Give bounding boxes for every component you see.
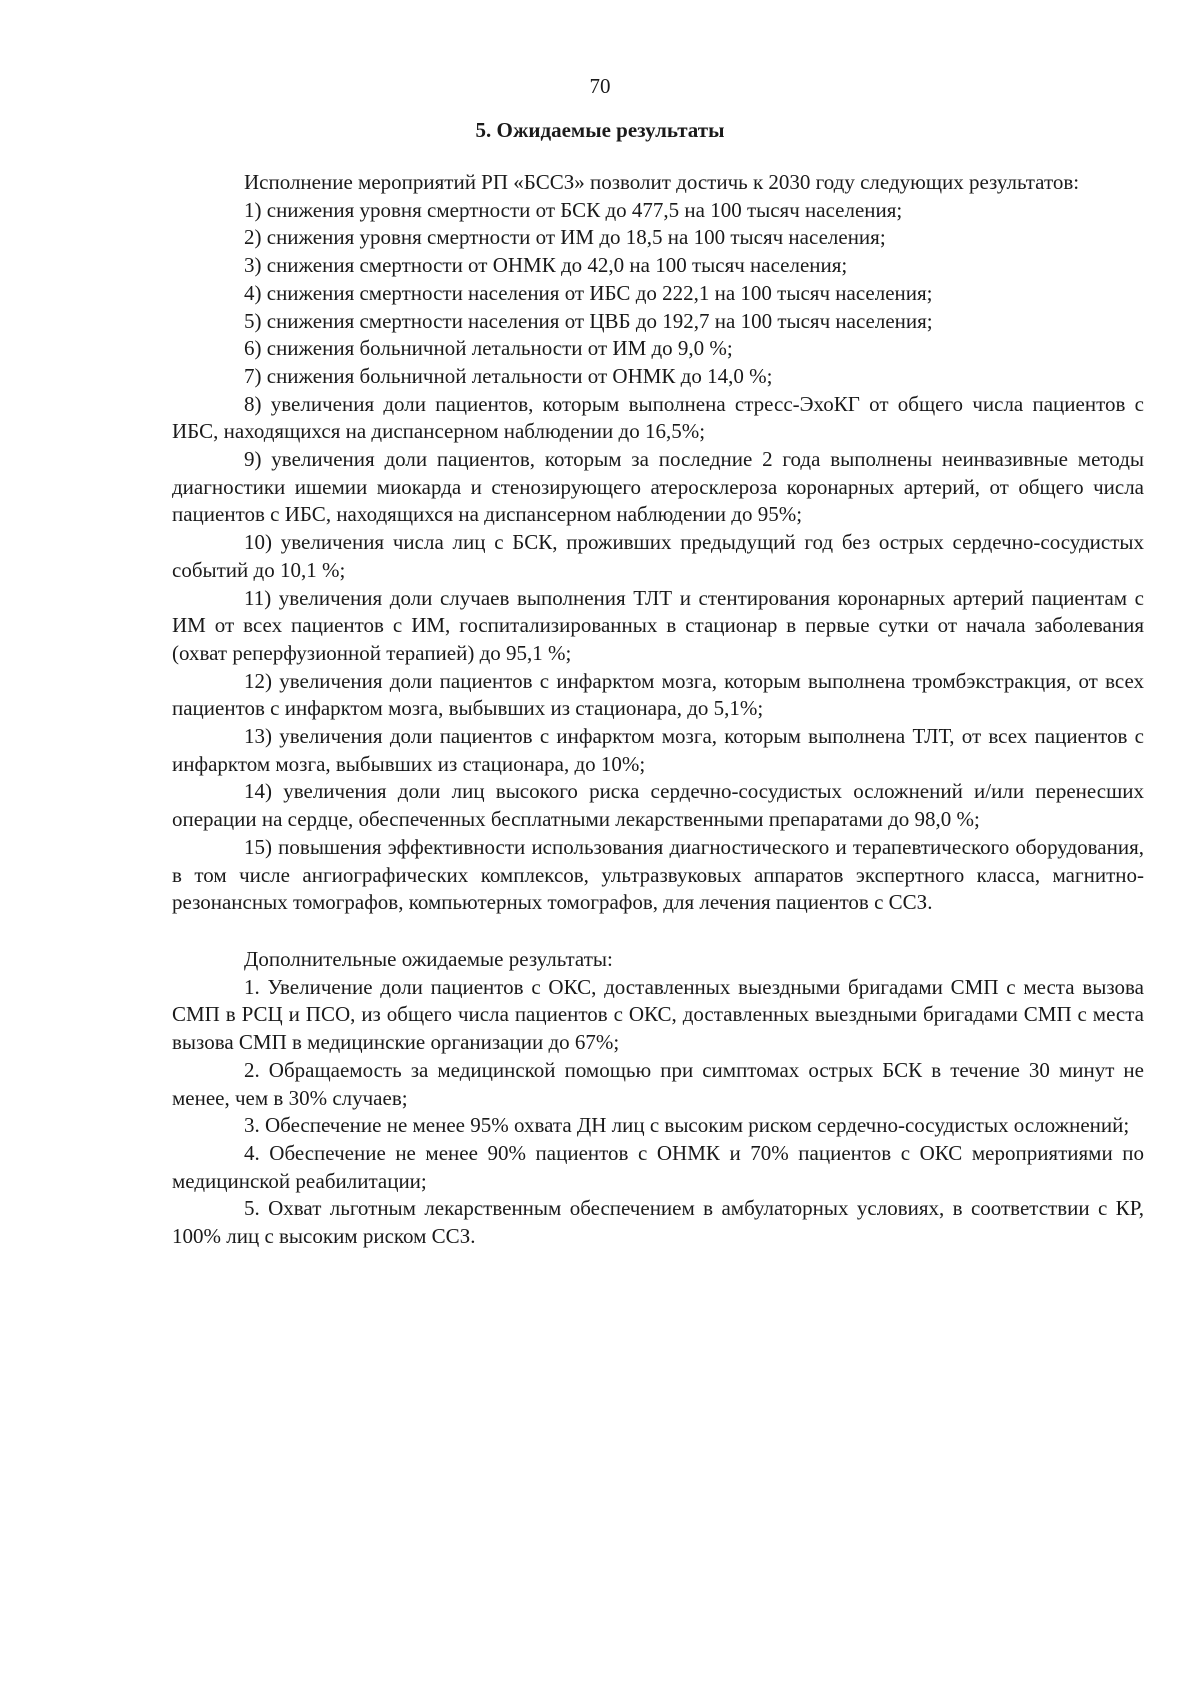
additional-item-2: 2. Обращаемость за медицинской помощью при симптомах острых БСК в течение 30 минут не менее, чем в 30% случаев; xyxy=(172,1057,1144,1110)
result-item-12: 12) увеличения доли пациентов с инфарктом мозга, которым выполнена тромбэкстракция, от всех пациентов с инфарктом мозга, выбывших из стационара, до 5,1%; xyxy=(172,668,1144,721)
result-item-1: 1) снижения уровня смертности от БСК до 477,5 на 100 тысяч населения; xyxy=(244,197,903,222)
result-item-6: 6) снижения больничной летальности от ИМ до 9,0 %; xyxy=(244,336,733,361)
result-item-3: 3) снижения смертности от ОНМК до 42,0 на 100 тысяч населения; xyxy=(244,253,848,278)
result-item-14: 14) увеличения доли лиц высокого риска сердечно-сосудистых осложнений и/или перенесших операции на сердце, обеспеченных бесплатными лекарственными препаратами до 98,0 %; xyxy=(172,779,1144,832)
result-item-11: 11) увеличения доли случаев выполнения ТЛТ и стентирования коронарных артерий пациентам с ИМ от всех пациентов с ИМ, госпитализированных в стационар в первые сутки от начала заболевания (охват реперфузионной терапией) до 95,1 %; xyxy=(172,585,1144,665)
result-item-15: 15) повышения эффективности использования диагностического и терапевтического оборудования, в том числе ангиографических комплексов, ультразвуковых аппаратов экспертного класса, магнитно-резонансных томографов, компьютерных томографов, для лечения пациентов с ССЗ. xyxy=(172,834,1144,915)
additional-item-1: 1. Увеличение доли пациентов с ОКС, доставленных выездными бригадами СМП с места вызова СМП в РСЦ и ПСО, из общего числа пациентов с ОКС, доставленных выездными бригадами СМП с места вызова СМП в медицинские организации до 67%; xyxy=(172,974,1144,1055)
section-heading: 5. Ожидаемые результаты xyxy=(475,118,725,142)
intro-paragraph: Исполнение мероприятий РП «БССЗ» позволит достичь к 2030 году следующих результатов: xyxy=(244,170,1080,194)
additional-item-5: 5. Охват льготным лекарственным обеспечением в амбулаторных условиях, в соответствии с КР, 100% лиц с высоким риском ССЗ. xyxy=(172,1196,1144,1249)
result-item-5: 5) снижения смертности населения от ЦВБ до 192,7 на 100 тысяч населения; xyxy=(244,308,933,333)
result-item-4: 4) снижения смертности населения от ИБС до 222,1 на 100 тысяч населения; xyxy=(244,280,933,305)
document-body xyxy=(172,169,1144,1251)
result-item-10: 10) увеличения числа лиц с БСК, проживших предыдущий год без острых сердечно-сосудистых событий до 10,1 %; xyxy=(172,530,1144,582)
result-item-2: 2) снижения уровня смертности от ИМ до 18,5 на 100 тысяч населения; xyxy=(244,225,886,250)
additional-item-4: 4. Обеспечение не менее 90% пациентов с ОНМК и 70% пациентов с ОКС мероприятиями по медицинской реабилитации; xyxy=(172,1140,1144,1193)
result-item-13: 13) увеличения доли пациентов с инфарктом мозга, которым выполнена ТЛТ, от всех пациентов с инфарктом мозга, выбывших из стационара, до 10%; xyxy=(172,724,1144,776)
section-spacer xyxy=(172,917,1144,946)
result-item-8: 8) увеличения доли пациентов, которым выполнена стресс-ЭхоКГ от общего числа пациентов с ИБС, находящихся на диспансерном наблюдении до 16,5%; xyxy=(172,391,1144,444)
additional-results-title: Дополнительные ожидаемые результаты: xyxy=(244,946,613,971)
result-item-7: 7) снижения больничной летальности от ОНМК до 14,0 %; xyxy=(244,363,773,388)
page-number: 70 xyxy=(589,74,611,98)
result-item-9: 9) увеличения доли пациентов, которым за последние 2 года выполнены неинвазивные методы диагностики ишемии миокарда и стенозирующего атеросклероза коронарных артерий, от общего числа пациентов с ИБС, находящихся на диспансерном наблюдении до 95%; xyxy=(172,447,1144,527)
additional-item-3: 3. Обеспечение не менее 95% охвата ДН лиц с высоким риском сердечно-сосудистых осложнений; xyxy=(244,1113,1130,1138)
